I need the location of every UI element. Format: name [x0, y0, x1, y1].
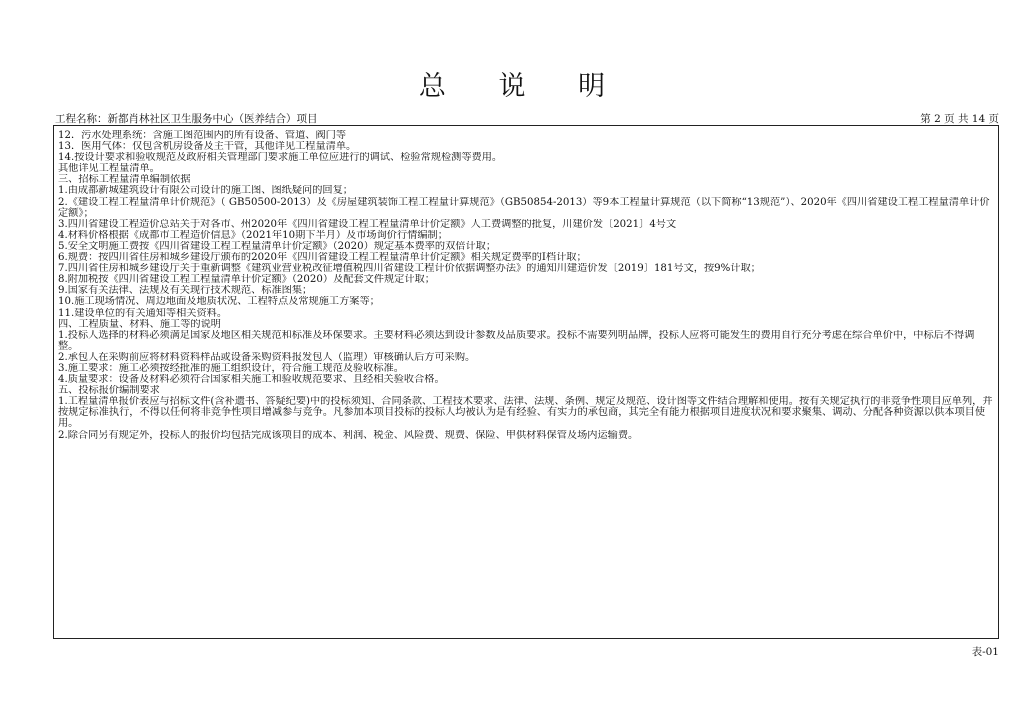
text-line: 9.国家有关法律、法规及有关现行技术规范、标准图集； [58, 285, 313, 297]
section-heading: 五、投标报价编制要求 [58, 385, 160, 397]
text-line: 2.除合同另有规定外，投标人的报价均包括完成该项目的成本、利润、税金、风险费、规费、保险、甲供材料保管及场内运输费。 [58, 429, 639, 441]
table-number: 表-01 [971, 646, 999, 658]
text-line: 7.四川省住房和城乡建设厅关于重新调整《建筑业营业税改征增值税四川省建设工程计价依据调整办法》的通知川建造价发〔2019〕181号文，按9%计取； [58, 263, 761, 275]
text-line: 10.施工现场情况、周边地面及地质状况、工程特点及常规施工方案等； [58, 296, 380, 308]
content-body [54, 126, 998, 441]
text-line: 12．污水处理系统：含施工图范围内的所有设备、管道、阀门等 [58, 130, 347, 141]
text-line: 其他详见工程量清单。 [58, 163, 160, 175]
text-line: 2.《建设工程工程量清单计价规范》（ GB50500-2013）及《房屋建筑装饰工程工程量计算规范》（GB50854-2013）等9本工程量计算规范（以下简称“13规范”）、2020年《四川省建设工程工程量清单计价定额》； [58, 196, 990, 219]
text-line: 1.工程量清单报价表应与招标文件(含补遗书、答疑纪要)中的投标须知、合同条款、工程技术要求、法律、法规、条例、规定及规范、设计图等文件结合理解和使用。按有关规定执行的非竞争性项目应单列，并按规定标准执行，不得以任何将非竞争性项目增减参与竞争。凡参加本项目投标的投标人均被认为是有经验、有实力的承包商，其完全有能力根据项目进度状况和要求聚集、调动、分配各种资源以供本项目使用。 [58, 396, 993, 430]
text-line: 5.安全文明施工费按《四川省建设工程工程量清单计价定额》（2020）规定基本费率的双倍计取； [58, 240, 497, 252]
text-line: 13．医用气体：仅包含机房设备及主干管，其他详见工程量清单。 [58, 141, 357, 153]
text-line: 3.四川省建设工程造价总站关于对各市、州2020年《四川省建设工程工程量清单计价定额》人工费调整的批复，川建价发〔2021〕4号文 [58, 218, 677, 230]
text-line: 4.材料价格根据《成都市工程造价信息》（2021年10期下半月）及市场询价行情编制； [58, 229, 448, 241]
text-line: 1.由成都新城建筑设计有限公司设计的施工图、图纸疑问的回复； [58, 185, 353, 197]
project-name: 工程名称：新都肖林社区卫生服务中心（医养结合）项目 [55, 113, 318, 125]
section-heading: 三、招标工程量清单编制依据 [58, 174, 191, 186]
content-frame [53, 125, 999, 639]
text-line: 1.投标人选择的材料必须满足国家及地区相关规范和标准及环保要求。主要材料必须达到设计参数及品质要求。投标不需要列明品牌，投标人应将可能发生的费用自行充分考虑在综合单价中，中标后不得调整。 [58, 329, 975, 352]
text-line: 14.按设计要求和验收规范及政府相关管理部门要求施工单位应进行的调试、检验常规检测等费用。 [58, 152, 503, 164]
page-indicator: 第 2 页 共 14 页 [920, 113, 999, 125]
text-line: 8.附加税按《四川省建设工程工程量清单计价定额》（2020）及配套文件规定计取； [58, 274, 435, 286]
section-heading: 四、工程质量、材料、施工等的说明 [58, 318, 221, 330]
text-line: 6.规费：按四川省住房和城乡建设厅颁布的2020年《四川省建设工程工程量清单计价定额》相关规定费率的Ⅰ档计取； [58, 252, 587, 264]
text-line: 2.承包人在采购前应将材料资料样品或设备采购资料报发包人（监理）审核确认后方可采购。 [58, 351, 476, 363]
text-line: 4.质量要求：设备及材料必须符合国家相关施工和验收规范要求、且经相关验收合格。 [58, 374, 445, 386]
text-line: 3.施工要求：施工必须按经批准的施工组织设计，符合施工规范及验收标准。 [58, 362, 404, 374]
document-title: 总 说 明 [418, 71, 628, 102]
text-line: 11.建设单位的有关通知等相关资料。 [58, 307, 228, 319]
